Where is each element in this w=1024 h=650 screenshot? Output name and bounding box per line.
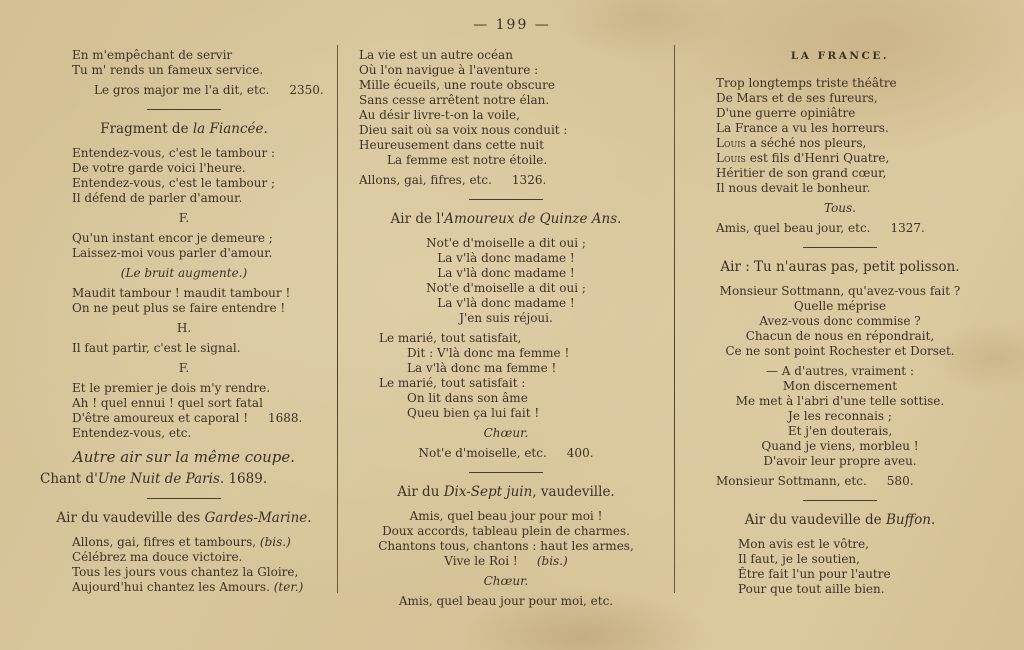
verse-line: Avez-vous donc commise ? (759, 314, 921, 328)
italic-label (38, 266, 330, 281)
text-segment: Chœur. (483, 574, 529, 588)
verse-line: Amis, quel beau jour pour moi, etc. (398, 594, 614, 608)
verse-line: Il faut, je le soutien, (738, 552, 860, 566)
verse-line: Et le premier je dois m'y rendre. (72, 381, 271, 395)
verse-line: Not'e d'moiselle a dit oui ; (426, 281, 586, 295)
verse-block (38, 381, 330, 441)
text-segment: Chœur. (483, 426, 529, 440)
columns-container (0, 33, 1024, 614)
section-heading: Fragment de la Fiancée. (100, 121, 268, 137)
verse-line: Chantons tous, chantons : haut les armes, (378, 539, 634, 553)
verse-line: Laissez-moi vous parler d'amour. (72, 246, 273, 260)
verse-line: D'avoir leur propre aveu. (763, 454, 917, 468)
verse-line: En m'empêchant de servir (72, 48, 233, 62)
verse-line: Maudit tambour ! maudit tambour ! (72, 286, 291, 300)
verse-line: Dit : V'là donc ma femme ! (407, 346, 570, 360)
verse-line: Quand je viens, morbleu ! (761, 439, 919, 453)
verse-line: Heureusement dans cette nuit (359, 138, 545, 152)
song-number: 580. (886, 474, 914, 488)
verse-line: J'en suis réjoui. (459, 311, 553, 325)
verse-line: Louis a séché nos pleurs, (716, 136, 867, 150)
verse-line: Le marié, tout satisfait : (379, 376, 526, 390)
verse-line: La v'là donc madame ! (437, 266, 575, 280)
verse-line: Célébrez ma douce victoire. (72, 550, 243, 564)
text-segment: (bis.) (536, 554, 568, 568)
verse-line: La femme est notre étoile. (387, 153, 548, 167)
verse-line: On ne peut plus se faire entendre ! (72, 301, 286, 315)
verse-line: Monsieur Sottmann, qu'avez-vous fait ? (719, 284, 961, 298)
air-instruction (38, 450, 330, 465)
verse-block (345, 509, 667, 569)
verse-line: La v'là donc madame ! (437, 296, 575, 310)
verse-block (682, 284, 998, 359)
section-divider-rule (147, 498, 221, 499)
column-divider-2 (674, 45, 675, 593)
verse-line: La vie est un autre océan (359, 48, 513, 62)
verse-line: De Mars et de ses fureurs, (716, 91, 878, 105)
verse-block (345, 331, 667, 421)
verse-block (38, 231, 330, 261)
text-segment: Autre air sur la même coupe. (72, 448, 296, 466)
verse-line: Quelle méprise (793, 299, 887, 313)
section-divider-rule (469, 199, 543, 200)
verse-block (38, 48, 330, 78)
verse-line: Où l'on navigue à l'aventure : (359, 63, 539, 77)
verse-line: Le marié, tout satisfait, (379, 331, 522, 345)
verse-block (38, 146, 330, 206)
verse-line: Au désir livre-t-on la voile, (359, 108, 520, 122)
verse-line: Chacun de nous en répondrait, (745, 329, 935, 343)
verse-block (682, 364, 998, 469)
verse-block (345, 173, 667, 188)
speaker-label: F. (178, 211, 190, 225)
text-segment: Amoureux de Quinze Ans (444, 211, 618, 227)
text-segment: (ter.) (273, 580, 304, 594)
section-heading: LA FRANCE. (790, 50, 890, 62)
verse-line: Amis, quel beau jour pour moi ! (409, 509, 603, 523)
verse-line: Le gros major me l'a dit, etc. 2350. (94, 83, 324, 97)
verse-block (38, 286, 330, 316)
text-segment: Louis (716, 151, 746, 165)
text-segment: Tous. (824, 201, 856, 215)
verse-line: D'une guerre opiniâtre (716, 106, 856, 120)
verse-line: — A d'autres, vraiment : (765, 364, 914, 378)
verse-line: Et j'en douterais, (787, 424, 893, 438)
text-segment: Une Nuit de Paris (97, 471, 220, 487)
verse-line: Monsieur Sottmann, etc. 580. (716, 474, 914, 488)
chant-line: Chant d'Une Nuit de Paris. 1689. (40, 471, 268, 487)
italic-label (345, 574, 667, 589)
section-divider-rule (469, 472, 543, 473)
verse-block (682, 474, 998, 489)
verse-line: Il défend de parler d'amour. (72, 191, 243, 205)
verse-line: Mille écueils, une route obscure (359, 78, 555, 92)
text-segment: Buffon (885, 512, 931, 528)
column-3 (682, 43, 998, 602)
verse-line: La France a vu les horreurs. (716, 121, 889, 135)
verse-line: Vive le Roi ! (bis.) (444, 554, 568, 568)
verse-line: Dieu sait où sa voix nous conduit : (359, 123, 568, 137)
verse-line: Sans cesse arrêtent notre élan. (359, 93, 550, 107)
italic-label (345, 426, 667, 441)
verse-line: Allons, gai, fifres et tambours, (bis.) (72, 535, 291, 549)
text-segment: Louis (716, 136, 746, 150)
verse-line: Être fait l'un pour l'autre (738, 567, 891, 581)
verse-line: D'être amoureux et caporal ! 1688. (72, 411, 303, 425)
verse-line: Entendez-vous, c'est le tambour : (72, 146, 276, 160)
text-segment: (Le bruit augmente.) (120, 266, 248, 280)
section-heading: Air : Tu n'auras pas, petit polisson. (720, 259, 960, 275)
speaker-label: H. (176, 321, 192, 335)
verse-line: De votre garde voici l'heure. (72, 161, 246, 175)
verse-line: Héritier de son grand cœur, (716, 166, 887, 180)
verse-line: Ah ! quel ennui ! quel sort fatal (72, 396, 263, 410)
text-segment: Dix-Sept juin (443, 484, 533, 500)
column-1 (38, 43, 330, 600)
verse-block (682, 76, 998, 196)
verse-line: Not'e d'moiselle a dit oui ; (426, 236, 586, 250)
verse-line: Ce ne sont point Rochester et Dorset. (725, 344, 955, 358)
verse-line: Mon avis est le vôtre, (738, 537, 869, 551)
song-number: 400. (566, 446, 594, 460)
verse-line: Mon discernement (782, 379, 898, 393)
verse-line: Me met à l'abri d'une telle sottise. (735, 394, 945, 408)
verse-block (345, 48, 667, 168)
verse-line: Qu'un instant encor je demeure ; (72, 231, 273, 245)
verse-block (38, 83, 330, 98)
speaker-label: F. (178, 361, 190, 375)
section-divider-rule (803, 500, 877, 501)
verse-block (682, 221, 998, 236)
verse-block (38, 535, 330, 595)
song-number: 1327. (890, 221, 925, 235)
section-heading: Air du Dix-Sept juin, vaudeville. (397, 484, 615, 500)
verse-line: Pour que tout aille bien. (738, 582, 885, 596)
text-segment: Gardes-Marine (204, 510, 308, 526)
verse-line: Tous les jours vous chantez la Gloire, (72, 565, 299, 579)
verse-line: On lit dans son âme (407, 391, 528, 405)
verse-line: Je les reconnais ; (788, 409, 892, 423)
verse-line: Entendez-vous, etc. (72, 426, 192, 440)
verse-block (682, 537, 998, 597)
page-number: — 199 — (473, 17, 551, 33)
verse-line: Louis est fils d'Henri Quatre, (716, 151, 890, 165)
verse-line: Trop longtemps triste théâtre (716, 76, 897, 90)
italic-label (682, 201, 998, 216)
verse-line: Allons, gai, fifres, etc. 1326. (359, 173, 547, 187)
section-heading: Air de l'Amoureux de Quinze Ans. (390, 211, 622, 227)
song-number: 1688. (268, 411, 303, 425)
verse-line: Aujourd'hui chantez les Amours. (ter.) (72, 580, 304, 594)
verse-line: Amis, quel beau jour, etc. 1327. (716, 221, 925, 235)
verse-block (345, 446, 667, 461)
section-heading: Air du vaudeville de Buffon. (744, 512, 936, 528)
verse-line: La v'là donc ma femme ! (407, 361, 557, 375)
verse-line: Il faut partir, c'est le signal. (72, 341, 241, 355)
song-number: 1326. (511, 173, 547, 187)
verse-line: La v'là donc madame ! (437, 251, 575, 265)
section-divider-rule (147, 109, 221, 110)
column-2 (345, 43, 667, 614)
song-number: 2350. (289, 83, 324, 97)
verse-block (345, 236, 667, 326)
verse-line: Entendez-vous, c'est le tambour ; (72, 176, 276, 190)
verse-line: Queu bien ça lui fait ! (407, 406, 540, 420)
verse-line: Doux accords, tableau plein de charmes. (382, 524, 630, 538)
text-segment: (bis.) (259, 535, 291, 549)
text-segment: la Fiancée (192, 121, 264, 137)
section-divider-rule (803, 247, 877, 248)
verse-block (38, 341, 330, 356)
verse-block (345, 594, 667, 609)
verse-line: Il nous devait le bonheur. (716, 181, 871, 195)
column-divider-1 (337, 45, 338, 593)
verse-line: Tu m' rends un fameux service. (72, 63, 264, 77)
section-heading: Air du vaudeville des Gardes-Marine. (56, 510, 312, 526)
verse-line: Not'e d'moiselle, etc. 400. (418, 446, 594, 460)
